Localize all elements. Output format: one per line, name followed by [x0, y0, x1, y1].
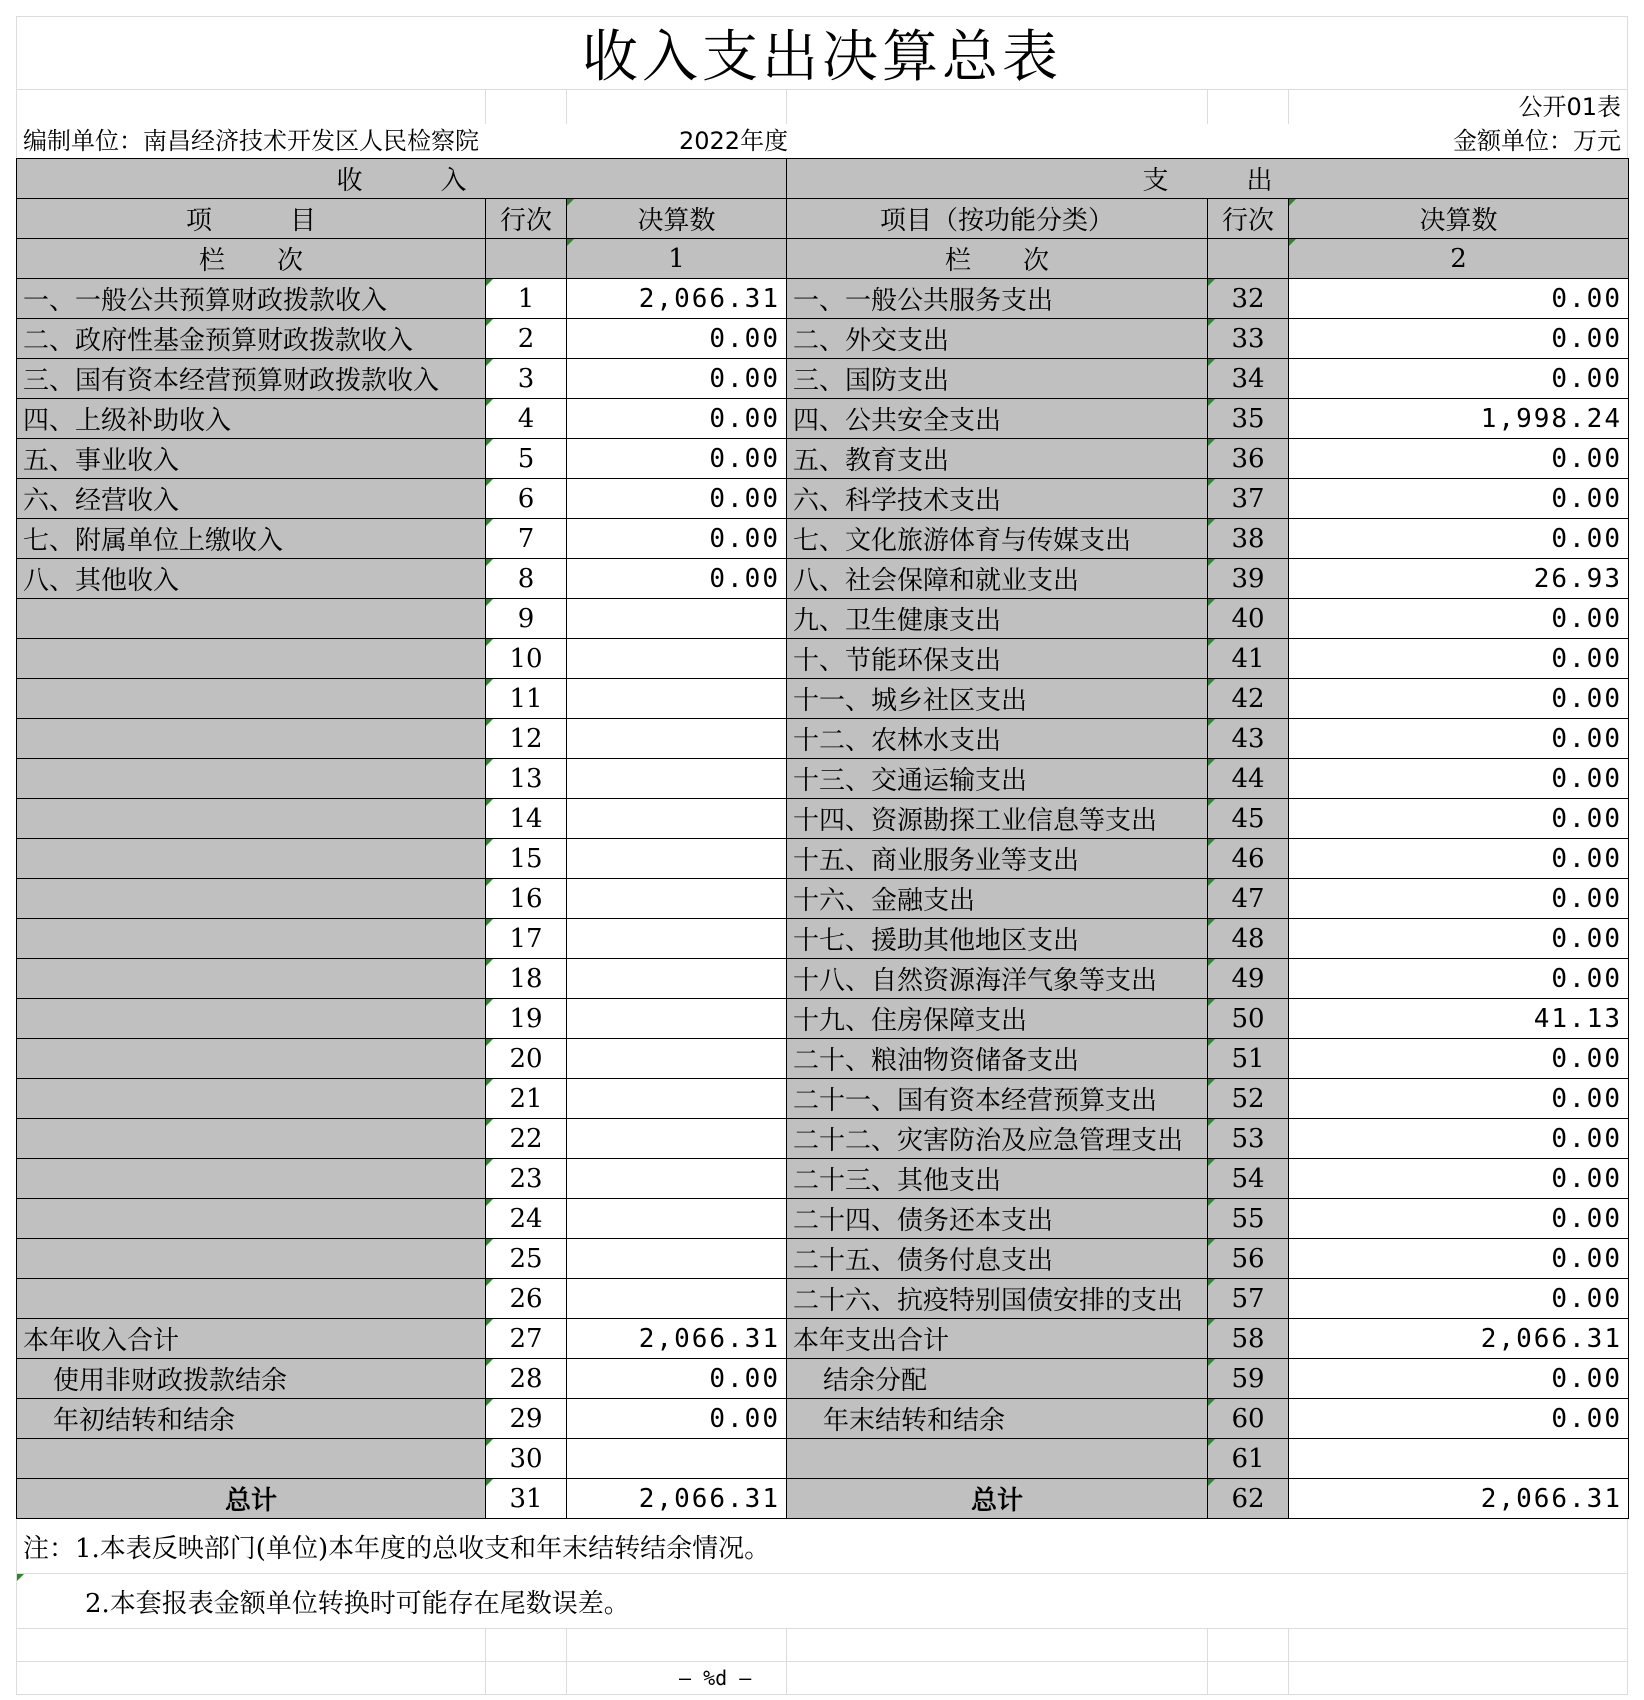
expense-amount: 0.00 — [1289, 639, 1629, 679]
income-amount — [567, 879, 787, 919]
table-row — [17, 1359, 1629, 1399]
income-item — [17, 839, 486, 879]
income-item — [17, 1159, 486, 1199]
expense-line-no: 55 — [1208, 1199, 1289, 1239]
income-item — [17, 999, 486, 1039]
note-1: 注：1.本表反映部门(单位)本年度的总收支和年末结转结余情况。 — [16, 1519, 1628, 1574]
income-line-no: 14 — [486, 799, 567, 839]
income-line-no: 3 — [486, 359, 567, 399]
income-item — [17, 919, 486, 959]
income-item: 总计 — [17, 1479, 486, 1519]
report-title: 收入支出决算总表 — [16, 16, 1628, 90]
expense-line-no: 41 — [1208, 639, 1289, 679]
income-line-no: 28 — [486, 1359, 567, 1399]
income-item: 六、经营收入 — [17, 479, 486, 519]
income-amount — [567, 759, 787, 799]
expense-line-no: 34 — [1208, 359, 1289, 399]
income-line-no: 15 — [486, 839, 567, 879]
table-row — [17, 879, 1629, 919]
income-expense-table — [16, 158, 1629, 1519]
unit-label: 编制单位：南昌经济技术开发区人民检察院 — [23, 127, 479, 155]
table-row — [17, 799, 1629, 839]
expense-amount-header: 决算数 — [1289, 199, 1629, 239]
report-sheet — [16, 16, 1628, 1695]
table-row — [17, 679, 1629, 719]
expense-amount: 0.00 — [1289, 599, 1629, 639]
income-item: 八、其他收入 — [17, 559, 486, 599]
expense-item: 二十、粮油物资储备支出 — [787, 1039, 1208, 1079]
income-item — [17, 679, 486, 719]
income-line-header: 行次 — [486, 199, 567, 239]
table-row — [17, 279, 1629, 319]
income-item: 三、国有资本经营预算财政拨款收入 — [17, 359, 486, 399]
expense-item: 本年支出合计 — [787, 1319, 1208, 1359]
column-index-row — [17, 239, 1629, 279]
income-item: 七、附属单位上缴收入 — [17, 519, 486, 559]
expense-item: 十六、金融支出 — [787, 879, 1208, 919]
income-line-no: 31 — [486, 1479, 567, 1519]
income-amount — [567, 1159, 787, 1199]
expense-line-no: 32 — [1208, 279, 1289, 319]
income-line-no: 11 — [486, 679, 567, 719]
income-amount — [567, 1279, 787, 1319]
income-line-no: 13 — [486, 759, 567, 799]
expense-line-no: 38 — [1208, 519, 1289, 559]
expense-item: 十四、资源勘探工业信息等支出 — [787, 799, 1208, 839]
expense-amount: 0.00 — [1289, 279, 1629, 319]
expense-line-no: 47 — [1208, 879, 1289, 919]
expense-amount: 0.00 — [1289, 1119, 1629, 1159]
expense-item: 十九、住房保障支出 — [787, 999, 1208, 1039]
income-line-no: 24 — [486, 1199, 567, 1239]
expense-amount: 0.00 — [1289, 1079, 1629, 1119]
income-line-no: 16 — [486, 879, 567, 919]
expense-line-no: 57 — [1208, 1279, 1289, 1319]
income-line-blank — [486, 239, 567, 279]
income-item — [17, 1079, 486, 1119]
income-col-label: 栏 次 — [17, 239, 486, 279]
table-row — [17, 1199, 1629, 1239]
table-row — [17, 839, 1629, 879]
expense-amount: 0.00 — [1289, 959, 1629, 999]
expense-item: 五、教育支出 — [787, 439, 1208, 479]
income-line-no: 27 — [486, 1319, 567, 1359]
expense-amount: 41.13 — [1289, 999, 1629, 1039]
footer-row — [16, 1662, 1628, 1695]
table-row — [17, 999, 1629, 1039]
expense-item: 六、科学技术支出 — [787, 479, 1208, 519]
income-item — [17, 1119, 486, 1159]
expense-amount: 1,998.24 — [1289, 399, 1629, 439]
income-line-no: 12 — [486, 719, 567, 759]
expense-amount: 0.00 — [1289, 439, 1629, 479]
notes — [16, 1519, 1628, 1695]
income-line-no: 4 — [486, 399, 567, 439]
table-row — [17, 319, 1629, 359]
expense-amount: 26.93 — [1289, 559, 1629, 599]
expense-line-no: 60 — [1208, 1399, 1289, 1439]
income-line-no: 18 — [486, 959, 567, 999]
expense-amount: 0.00 — [1289, 1359, 1629, 1399]
expense-line-no: 40 — [1208, 599, 1289, 639]
income-amount — [567, 1199, 787, 1239]
income-line-no: 20 — [486, 1039, 567, 1079]
income-col-number: 1 — [567, 239, 787, 279]
column-header-row — [17, 199, 1629, 239]
expense-line-no: 48 — [1208, 919, 1289, 959]
income-line-no: 17 — [486, 919, 567, 959]
expense-line-no: 62 — [1208, 1479, 1289, 1519]
income-amount — [567, 719, 787, 759]
expense-amount: 0.00 — [1289, 839, 1629, 879]
income-line-no: 25 — [486, 1239, 567, 1279]
expense-amount: 0.00 — [1289, 1039, 1629, 1079]
expense-line-no: 36 — [1208, 439, 1289, 479]
income-item — [17, 719, 486, 759]
expense-amount: 0.00 — [1289, 519, 1629, 559]
currency-label: 金额单位：万元 — [1453, 127, 1621, 155]
income-line-no: 8 — [486, 559, 567, 599]
expense-item: 十八、自然资源海洋气象等支出 — [787, 959, 1208, 999]
income-line-no: 22 — [486, 1119, 567, 1159]
expense-line-no: 46 — [1208, 839, 1289, 879]
expense-item: 十七、援助其他地区支出 — [787, 919, 1208, 959]
expense-amount: 0.00 — [1289, 479, 1629, 519]
income-item — [17, 1439, 486, 1479]
expense-amount: 0.00 — [1289, 1199, 1629, 1239]
income-amount: 0.00 — [567, 479, 787, 519]
expense-line-no: 35 — [1208, 399, 1289, 439]
expense-col-number: 2 — [1289, 239, 1629, 279]
expense-amount: 0.00 — [1289, 799, 1629, 839]
income-amount — [567, 919, 787, 959]
table-row — [17, 1119, 1629, 1159]
income-line-no: 2 — [486, 319, 567, 359]
table-row — [17, 639, 1629, 679]
income-amount: 0.00 — [567, 1359, 787, 1399]
expense-line-no: 51 — [1208, 1039, 1289, 1079]
income-line-no: 19 — [486, 999, 567, 1039]
form-number-row — [16, 90, 1628, 124]
income-item — [17, 799, 486, 839]
table-row — [17, 559, 1629, 599]
income-amount — [567, 959, 787, 999]
expense-line-no: 50 — [1208, 999, 1289, 1039]
income-line-no: 5 — [486, 439, 567, 479]
income-amount: 0.00 — [567, 359, 787, 399]
expense-item: 二十一、国有资本经营预算支出 — [787, 1079, 1208, 1119]
expense-amount: 0.00 — [1289, 359, 1629, 399]
expense-col-label: 栏 次 — [787, 239, 1208, 279]
income-line-no: 26 — [486, 1279, 567, 1319]
income-item — [17, 759, 486, 799]
expense-item: 二十三、其他支出 — [787, 1159, 1208, 1199]
income-item — [17, 1279, 486, 1319]
form-number: 公开01表 — [1518, 93, 1621, 121]
expense-item: 十五、商业服务业等支出 — [787, 839, 1208, 879]
expense-item: 结余分配 — [787, 1359, 1208, 1399]
table-row — [17, 439, 1629, 479]
expense-item: 八、社会保障和就业支出 — [787, 559, 1208, 599]
table-row — [17, 1079, 1629, 1119]
expense-item: 二十五、债务付息支出 — [787, 1239, 1208, 1279]
income-amount: 0.00 — [567, 559, 787, 599]
table-row — [17, 1239, 1629, 1279]
income-amount: 0.00 — [567, 519, 787, 559]
income-line-no: 10 — [486, 639, 567, 679]
expense-amount: 0.00 — [1289, 1159, 1629, 1199]
income-line-no: 6 — [486, 479, 567, 519]
income-amount: 0.00 — [567, 319, 787, 359]
expense-amount: 0.00 — [1289, 1399, 1629, 1439]
income-amount — [567, 799, 787, 839]
year-label: 2022年度 — [679, 127, 789, 155]
table-row — [17, 959, 1629, 999]
expense-item: 十、节能环保支出 — [787, 639, 1208, 679]
blank-row — [16, 1629, 1628, 1662]
income-line-no: 9 — [486, 599, 567, 639]
expense-amount — [1289, 1439, 1629, 1479]
expense-line-no: 44 — [1208, 759, 1289, 799]
income-item — [17, 599, 486, 639]
expense-amount: 0.00 — [1289, 879, 1629, 919]
income-amount: 2,066.31 — [567, 279, 787, 319]
income-amount-header: 决算数 — [567, 199, 787, 239]
expense-item: 二十四、债务还本支出 — [787, 1199, 1208, 1239]
expense-amount: 0.00 — [1289, 319, 1629, 359]
expense-item: 总计 — [787, 1479, 1208, 1519]
expense-item: 四、公共安全支出 — [787, 399, 1208, 439]
expense-amount: 0.00 — [1289, 1239, 1629, 1279]
expense-line-no: 33 — [1208, 319, 1289, 359]
income-amount — [567, 639, 787, 679]
income-amount — [567, 999, 787, 1039]
table-row — [17, 519, 1629, 559]
unit-row — [16, 124, 1628, 158]
section-header-row — [17, 159, 1629, 199]
table-row — [17, 399, 1629, 439]
expense-amount: 2,066.31 — [1289, 1319, 1629, 1359]
income-line-no: 30 — [486, 1439, 567, 1479]
table-row — [17, 359, 1629, 399]
table-row — [17, 1279, 1629, 1319]
income-item — [17, 879, 486, 919]
expense-line-no: 56 — [1208, 1239, 1289, 1279]
expense-line-no: 52 — [1208, 1079, 1289, 1119]
table-row — [17, 759, 1629, 799]
income-line-no: 1 — [486, 279, 567, 319]
income-amount — [567, 839, 787, 879]
page-footer: — %d — — [679, 1666, 752, 1690]
expense-line-no: 53 — [1208, 1119, 1289, 1159]
expense-line-no: 45 — [1208, 799, 1289, 839]
income-item — [17, 1199, 486, 1239]
expense-line-no: 58 — [1208, 1319, 1289, 1359]
income-item: 一、一般公共预算财政拨款收入 — [17, 279, 486, 319]
table-row — [17, 1399, 1629, 1439]
expense-line-no: 39 — [1208, 559, 1289, 599]
expense-line-no: 61 — [1208, 1439, 1289, 1479]
expense-amount: 0.00 — [1289, 719, 1629, 759]
expense-line-no: 59 — [1208, 1359, 1289, 1399]
income-amount: 0.00 — [567, 399, 787, 439]
income-item — [17, 959, 486, 999]
income-line-no: 29 — [486, 1399, 567, 1439]
income-amount — [567, 1239, 787, 1279]
table-row — [17, 919, 1629, 959]
expense-item: 年末结转和结余 — [787, 1399, 1208, 1439]
expense-line-no: 37 — [1208, 479, 1289, 519]
expense-item: 二、外交支出 — [787, 319, 1208, 359]
table-row — [17, 1159, 1629, 1199]
income-amount — [567, 1119, 787, 1159]
expense-amount: 0.00 — [1289, 679, 1629, 719]
income-item: 五、事业收入 — [17, 439, 486, 479]
table-row — [17, 719, 1629, 759]
income-amount: 0.00 — [567, 439, 787, 479]
expense-item: 十一、城乡社区支出 — [787, 679, 1208, 719]
table-row — [17, 1319, 1629, 1359]
income-item-header: 项 目 — [17, 199, 486, 239]
expense-item: 十二、农林水支出 — [787, 719, 1208, 759]
expense-amount: 0.00 — [1289, 759, 1629, 799]
income-item — [17, 639, 486, 679]
expense-line-no: 42 — [1208, 679, 1289, 719]
table-row — [17, 479, 1629, 519]
expense-item: 二十六、抗疫特别国债安排的支出 — [787, 1279, 1208, 1319]
expense-item: 一、一般公共服务支出 — [787, 279, 1208, 319]
income-section-header: 收 入 — [17, 159, 787, 199]
income-item: 使用非财政拨款结余 — [17, 1359, 486, 1399]
expense-item: 十三、交通运输支出 — [787, 759, 1208, 799]
expense-item — [787, 1439, 1208, 1479]
income-item: 年初结转和结余 — [17, 1399, 486, 1439]
income-amount — [567, 1039, 787, 1079]
expense-amount: 2,066.31 — [1289, 1479, 1629, 1519]
income-amount — [567, 679, 787, 719]
total-row — [17, 1479, 1629, 1519]
income-item: 二、政府性基金预算财政拨款收入 — [17, 319, 486, 359]
table-row — [17, 1039, 1629, 1079]
income-item — [17, 1039, 486, 1079]
income-item — [17, 1239, 486, 1279]
table-row — [17, 599, 1629, 639]
income-line-no: 21 — [486, 1079, 567, 1119]
expense-line-no: 54 — [1208, 1159, 1289, 1199]
expense-item: 三、国防支出 — [787, 359, 1208, 399]
income-amount — [567, 1079, 787, 1119]
expense-item-header: 项目（按功能分类） — [787, 199, 1208, 239]
income-line-no: 23 — [486, 1159, 567, 1199]
note-2: 2.本套报表金额单位转换时可能存在尾数误差。 — [16, 1574, 1628, 1629]
income-amount: 0.00 — [567, 1399, 787, 1439]
table-row — [17, 1439, 1629, 1479]
income-line-no: 7 — [486, 519, 567, 559]
income-amount — [567, 1439, 787, 1479]
income-item: 四、上级补助收入 — [17, 399, 486, 439]
expense-line-header: 行次 — [1208, 199, 1289, 239]
expense-item: 九、卫生健康支出 — [787, 599, 1208, 639]
expense-line-blank — [1208, 239, 1289, 279]
expense-amount: 0.00 — [1289, 919, 1629, 959]
expense-section-header: 支 出 — [787, 159, 1629, 199]
income-item: 本年收入合计 — [17, 1319, 486, 1359]
expense-item: 二十二、灾害防治及应急管理支出 — [787, 1119, 1208, 1159]
income-amount: 2,066.31 — [567, 1319, 787, 1359]
income-amount — [567, 599, 787, 639]
expense-amount: 0.00 — [1289, 1279, 1629, 1319]
expense-line-no: 43 — [1208, 719, 1289, 759]
expense-item: 七、文化旅游体育与传媒支出 — [787, 519, 1208, 559]
expense-line-no: 49 — [1208, 959, 1289, 999]
income-amount: 2,066.31 — [567, 1479, 787, 1519]
